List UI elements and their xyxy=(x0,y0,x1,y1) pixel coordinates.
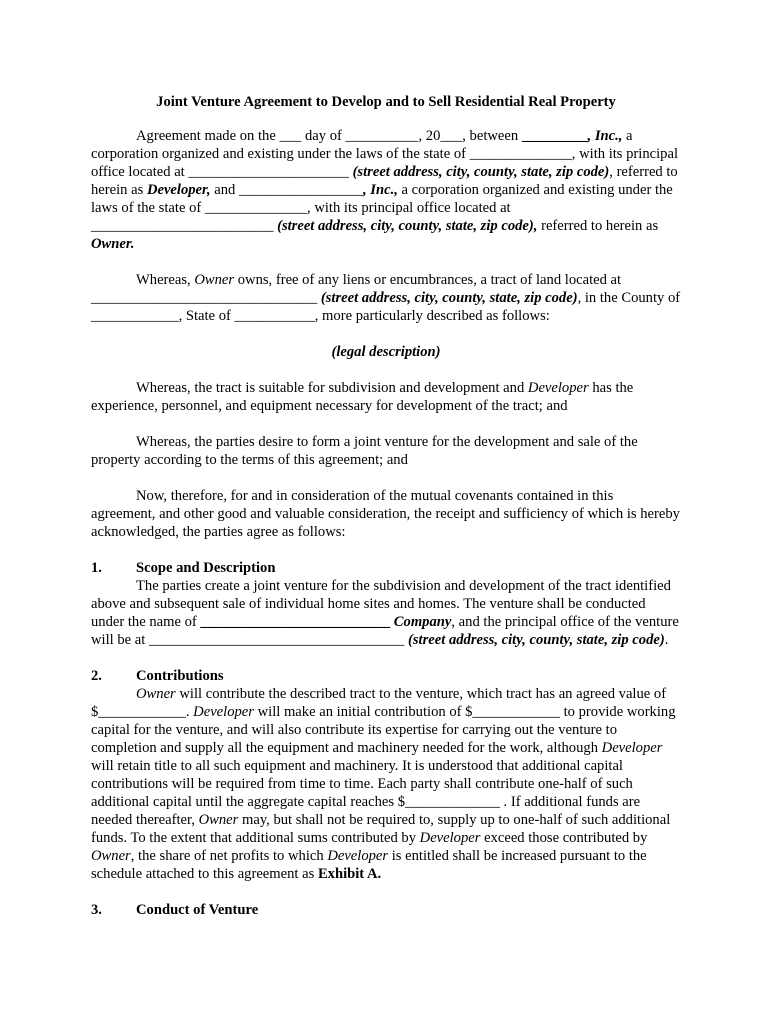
owner-term: Owner xyxy=(194,272,235,288)
developer-term: Developer xyxy=(419,830,481,846)
developer-term: Developer xyxy=(327,848,389,864)
agreement-paragraph xyxy=(91,127,681,253)
whereas-parties-paragraph: Whereas, the parties desire to form a joint venture for the development and sale of the property according to the terms of this agreement; and xyxy=(91,434,638,468)
document-title: Joint Venture Agreement to Develop and to Sell Residential Real Property xyxy=(156,94,616,110)
section-heading xyxy=(91,667,681,685)
address-placeholder: (street address, city, county, state, zip code) xyxy=(408,632,665,648)
address-placeholder: (street address, city, county, state, zip code), xyxy=(277,218,538,234)
text-run: The parties create a joint venture for the subdivision and development of the tract identified above and subsequent sale of individual home sites and homes. The venture shall be conducted under the name of xyxy=(91,578,671,630)
document-body xyxy=(91,93,681,919)
company-term: Company xyxy=(393,614,452,630)
address-placeholder: (street address, city, county, state, zip code) xyxy=(320,290,578,306)
text-run: Agreement made on the ___ day of __________, 20___, between xyxy=(136,128,519,144)
section-text xyxy=(91,577,681,649)
section-heading xyxy=(91,559,681,577)
text-run: will contribute the described tract to the venture, which tract has an agreed value of $____________. xyxy=(91,686,667,720)
text-run: owns, free of any liens or encumbrances, a tract of land located at _______________________________ xyxy=(91,272,622,306)
whereas-owner-paragraph xyxy=(91,271,681,325)
text-run: a corporation organized and existing under the laws of the state of ______________, with its principal office located at _________________________ xyxy=(91,182,673,234)
blank-line: _________ xyxy=(521,128,588,144)
text-run: may, but shall not be required to, supply up to one-half of such additional funds. To the extent that additional sums contributed by xyxy=(91,812,671,846)
legal-description: (legal description) xyxy=(331,344,441,360)
developer-term: Developer xyxy=(601,740,663,756)
text-run: is entitled shall be increased pursuant to the schedule attached to this agreement as xyxy=(91,848,647,882)
owner-term: Owner xyxy=(198,812,239,828)
section-heading xyxy=(91,901,681,919)
section-number: 3. xyxy=(91,902,102,918)
developer-term: Developer, xyxy=(146,182,211,198)
now-therefore-paragraph: Now, therefore, for and in consideration of the mutual covenants contained in this agreement, and other good and valuable consideration, the receipt and sufficiency of which is hereby acknowledged, the parties agree as follows: xyxy=(91,488,680,540)
inc-label: , Inc., xyxy=(363,182,398,198)
text-run: , the share of net profits to which xyxy=(130,848,324,864)
text-run: , and the principal office of the venture will be at ___________________________________ xyxy=(91,614,679,648)
text-run: and _________________ xyxy=(214,182,363,198)
inc-label: , Inc., xyxy=(587,128,623,144)
section-contributions xyxy=(91,667,681,883)
whereas-tract-paragraph xyxy=(91,379,681,415)
owner-term: Owner. xyxy=(91,236,135,252)
owner-term: Owner xyxy=(136,686,176,702)
developer-term: Developer xyxy=(527,380,589,396)
text-run: , in the County of ____________, State of ___________, more particularly described as follows: xyxy=(91,290,681,324)
section-title: Scope and Description xyxy=(136,560,276,576)
text-run: has the experience, personnel, and equipment necessary for development of the tract; and xyxy=(91,380,634,414)
owner-term: Owner xyxy=(91,848,131,864)
address-placeholder: (street address, city, county, state, zip code) xyxy=(352,164,610,180)
section-conduct xyxy=(91,901,681,919)
blank-line: __________________________ xyxy=(200,614,391,630)
text-run: referred to herein as xyxy=(541,218,659,234)
text-run: a corporation organized and existing under the laws of the state of ______________, with its principal office located at ______________________ xyxy=(91,128,678,180)
section-number: 1. xyxy=(91,560,102,576)
text-run: . xyxy=(664,632,669,648)
section-title: Conduct of Venture xyxy=(136,902,259,918)
text-run: , referred to herein as xyxy=(91,164,678,198)
section-title: Contributions xyxy=(136,668,224,684)
text-run: Whereas, xyxy=(136,272,191,288)
section-scope xyxy=(91,559,681,649)
developer-term: Developer xyxy=(193,704,254,720)
text-run: will retain title to all such equipment and machinery. It is understood that additional capital contributions will be required from time to time. Each party shall contribute one-half of such additional capital until the aggregate capital reaches $_____________ . If additional funds are needed thereafter, xyxy=(91,758,641,828)
text-run: exceed those contributed by xyxy=(484,830,648,846)
text-run: will make an initial contribution of $____________ to provide working capital for the venture, and will also contribute its expertise for carrying out the venture to completion and supply all the equipment and machinery needed for the work, although xyxy=(91,704,676,756)
exhibit-reference: Exhibit A. xyxy=(317,866,382,882)
section-text xyxy=(91,685,681,883)
section-number: 2. xyxy=(91,668,102,684)
text-run: Whereas, the tract is suitable for subdivision and development and xyxy=(136,380,525,396)
